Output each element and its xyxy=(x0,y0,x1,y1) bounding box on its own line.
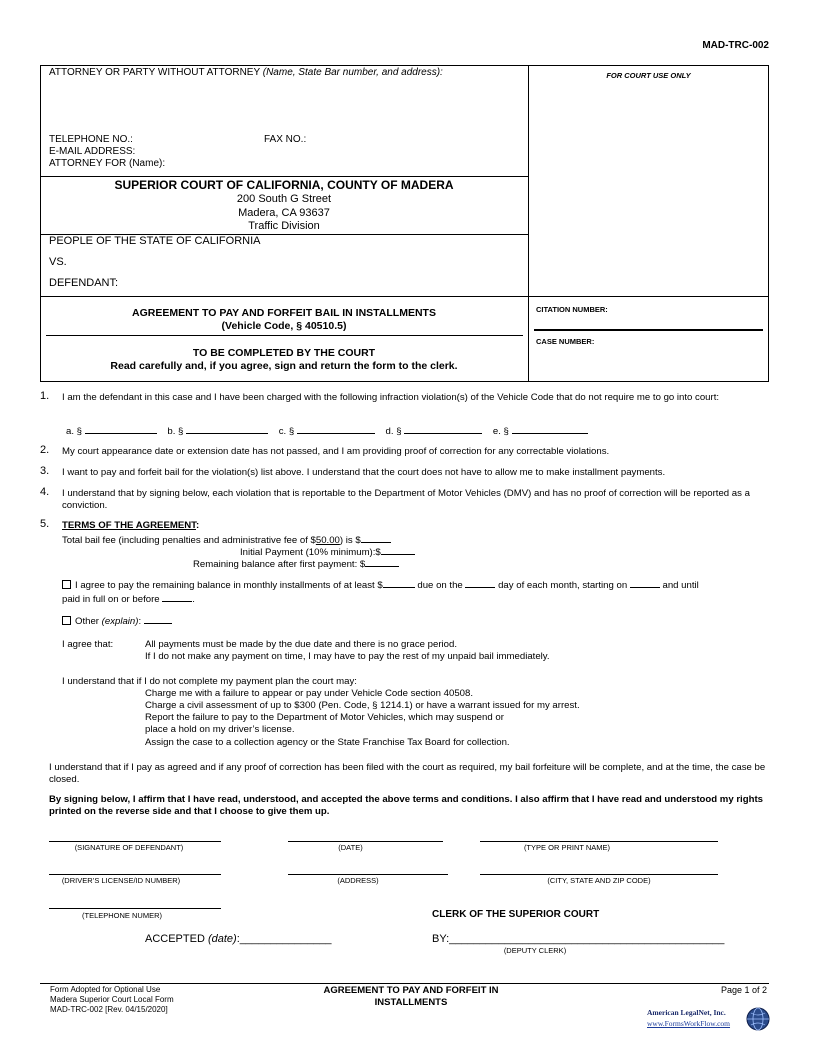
affirmation: By signing below, I affirm that I have read, understood, and accepted the above terms and conditions. I also affirm that I have read and understood my rights printed on the reverse side and that I choose to give them up. xyxy=(49,794,763,817)
clerk-title: CLERK OF THE SUPERIOR COURT xyxy=(432,909,600,920)
page-number: Page 1 of 2 xyxy=(720,985,767,995)
attorney-for-label[interactable]: ATTORNEY FOR (Name): xyxy=(49,158,166,169)
address-line[interactable] xyxy=(288,874,448,875)
consequence-item: Assign the case to a collection agency or the State Franchise Tax Board for collection. xyxy=(145,737,510,748)
item-number: 3. xyxy=(40,465,50,477)
installment-amount-field[interactable] xyxy=(383,578,415,588)
telephone-line[interactable] xyxy=(49,908,221,909)
globe-icon xyxy=(745,1006,771,1032)
consequence-item: place a hold on my driver’s license. xyxy=(145,724,295,735)
consequence-item: Charge me with a failure to appear or pay under Vehicle Code section 40508. xyxy=(145,688,473,699)
address-caption: (ADDRESS) xyxy=(337,876,379,885)
other-checkbox[interactable] xyxy=(62,616,71,625)
form-title: AGREEMENT TO PAY AND FORFEIT BAIL IN INSTALLMENTS xyxy=(132,307,436,319)
signature-line[interactable] xyxy=(49,841,221,842)
city-line[interactable] xyxy=(480,874,718,875)
other-explain-field[interactable] xyxy=(144,614,172,624)
date-line[interactable] xyxy=(288,841,443,842)
defendant-label[interactable]: DEFENDANT: xyxy=(49,277,119,289)
publisher-website[interactable]: www.FormsWorkFlow.com xyxy=(647,1019,731,1028)
deputy-caption: (DEPUTY CLERK) xyxy=(503,946,567,955)
publisher-name: American LegalNet, Inc. xyxy=(647,1008,726,1017)
violation-b-field[interactable] xyxy=(186,424,268,434)
court-use-label: FOR COURT USE ONLY xyxy=(606,71,691,80)
monthly-checkbox[interactable] xyxy=(62,580,71,589)
court-division: Traffic Division xyxy=(248,220,320,232)
agree-item: All payments must be made by the due date and there is no grace period. xyxy=(145,639,457,650)
due-day-field[interactable] xyxy=(465,578,495,588)
form-title-code: (Vehicle Code, § 40510.5) xyxy=(221,320,347,332)
item-number: 4. xyxy=(40,486,50,498)
initial-payment: Initial Payment (10% minimum):$ xyxy=(240,545,415,559)
violation-c-field[interactable] xyxy=(297,424,375,434)
item-number: 5. xyxy=(40,518,50,530)
consequence-item: Charge a civil assessment of up to $300 (Pen. Code, § 1214.1) or have a warrant issued for my arrest. xyxy=(145,700,580,711)
court-name: SUPERIOR COURT OF CALIFORNIA, COUNTY OF MADERA xyxy=(114,178,454,192)
total-bail-fee: Total bail fee (including penalties and administrative fee of $50.00) is $ xyxy=(62,533,391,547)
deputy-signature[interactable]: BY:_____________________________________________ xyxy=(432,933,725,945)
court-city: Madera, CA 93637 xyxy=(238,207,330,219)
other-option: Other (explain): xyxy=(62,614,172,628)
fax-label[interactable]: FAX NO.: xyxy=(264,134,307,145)
footer-rule xyxy=(40,983,769,984)
item-4-text: I understand that by signing below, each violation that is reportable to the Department of Motor Vehicles (DMV) and has no proof of correction will be reported as a conviction. xyxy=(62,488,750,511)
item-2-text: My court appearance date or extension date has not passed, and I am providing proof of correction for any correctable violations. xyxy=(62,446,610,457)
agree-item: If I do not make any payment on time, I may have to pay the rest of my unpaid bail immediately. xyxy=(145,651,550,662)
footer-adoption: Form Adopted for Optional Use Madera Superior Court Local Form MAD-TRC-002 [Rev. 04/15/2020] xyxy=(50,985,174,1014)
attorney-label[interactable]: ATTORNEY OR PARTY WITHOUT ATTORNEY (Name, State Bar number, and address): xyxy=(49,67,443,78)
signature-caption: (SIGNATURE OF DEFENDANT) xyxy=(74,843,184,852)
telephone-label[interactable]: TELEPHONE NO.: xyxy=(49,134,133,145)
item-1-text: I am the defendant in this case and I have been charged with the following infraction violation(s) of the Vehicle Code that do not require me to go into court: xyxy=(62,392,720,403)
email-label[interactable]: E-MAIL ADDRESS: xyxy=(49,146,136,157)
total-bail-field[interactable] xyxy=(361,533,391,543)
terms-title: TERMS OF THE AGREEMENT: xyxy=(62,520,200,531)
monthly-installments: I agree to pay the remaining balance in monthly installments of at least $ due on the day of each month, starting on and until paid in full on or before . xyxy=(62,580,699,605)
caption-divider xyxy=(528,65,529,382)
consequence-item: Report the failure to pay to the Department of Motor Vehicles, which may suspend or xyxy=(145,712,504,723)
agree-label: I agree that: xyxy=(62,639,114,650)
violation-a-field[interactable] xyxy=(85,424,157,434)
telephone-caption: (TELEPHONE NUMER) xyxy=(81,911,162,920)
initial-payment-field[interactable] xyxy=(381,545,415,555)
print-name-line[interactable] xyxy=(480,841,718,842)
license-line[interactable] xyxy=(49,874,221,875)
license-caption: (DRIVER’S LICENSE/ID NUMBER) xyxy=(61,876,181,885)
violation-fields: a. § b. § c. § d. § e. § xyxy=(66,424,766,438)
city-caption: (CITY, STATE AND ZIP CODE) xyxy=(547,876,651,885)
violation-d-field[interactable] xyxy=(404,424,482,434)
closing-paragraph: I understand that if I pay as agreed and if any proof of correction has been filed with the court as required, my bail forfeiture will be complete, and at the time, the case be closed. xyxy=(49,762,766,785)
citation-number-line[interactable] xyxy=(534,329,763,331)
date-caption: (DATE) xyxy=(338,843,363,852)
case-number-label[interactable]: CASE NUMBER: xyxy=(536,337,595,346)
remaining-balance: Remaining balance after first payment: $ xyxy=(193,557,399,571)
court-street: 200 South G Street xyxy=(236,193,332,205)
print-name-caption: (TYPE OR PRINT NAME) xyxy=(523,843,611,852)
people-label: PEOPLE OF THE STATE OF CALIFORNIA xyxy=(49,235,261,247)
publisher-badge[interactable] xyxy=(643,1005,771,1033)
footer-title: AGREEMENT TO PAY AND FORFEIT IN INSTALLMENTS xyxy=(323,985,499,1008)
remaining-balance-field[interactable] xyxy=(365,557,399,567)
citation-number-label[interactable]: CITATION NUMBER: xyxy=(536,305,608,314)
item-number: 1. xyxy=(40,390,50,402)
paid-by-date-field[interactable] xyxy=(162,592,192,602)
complete-by-court: TO BE COMPLETED BY THE COURT xyxy=(192,347,376,359)
item-number: 2. xyxy=(40,444,50,456)
accepted-date[interactable]: ACCEPTED (date):_______________ xyxy=(145,933,332,945)
instructions: Read carefully and, if you agree, sign and return the form to the clerk. xyxy=(110,360,458,372)
item-3-text: I want to pay and forfeit bail for the violation(s) list above. I understand that the court does not have to allow me to make installment payments. xyxy=(62,467,666,478)
form-id: MAD-TRC-002 xyxy=(702,40,769,51)
understand-intro: I understand that if I do not complete my payment plan the court may: xyxy=(62,676,357,687)
vs-label: VS. xyxy=(49,256,67,268)
start-date-field[interactable] xyxy=(630,578,660,588)
violation-e-field[interactable] xyxy=(512,424,588,434)
